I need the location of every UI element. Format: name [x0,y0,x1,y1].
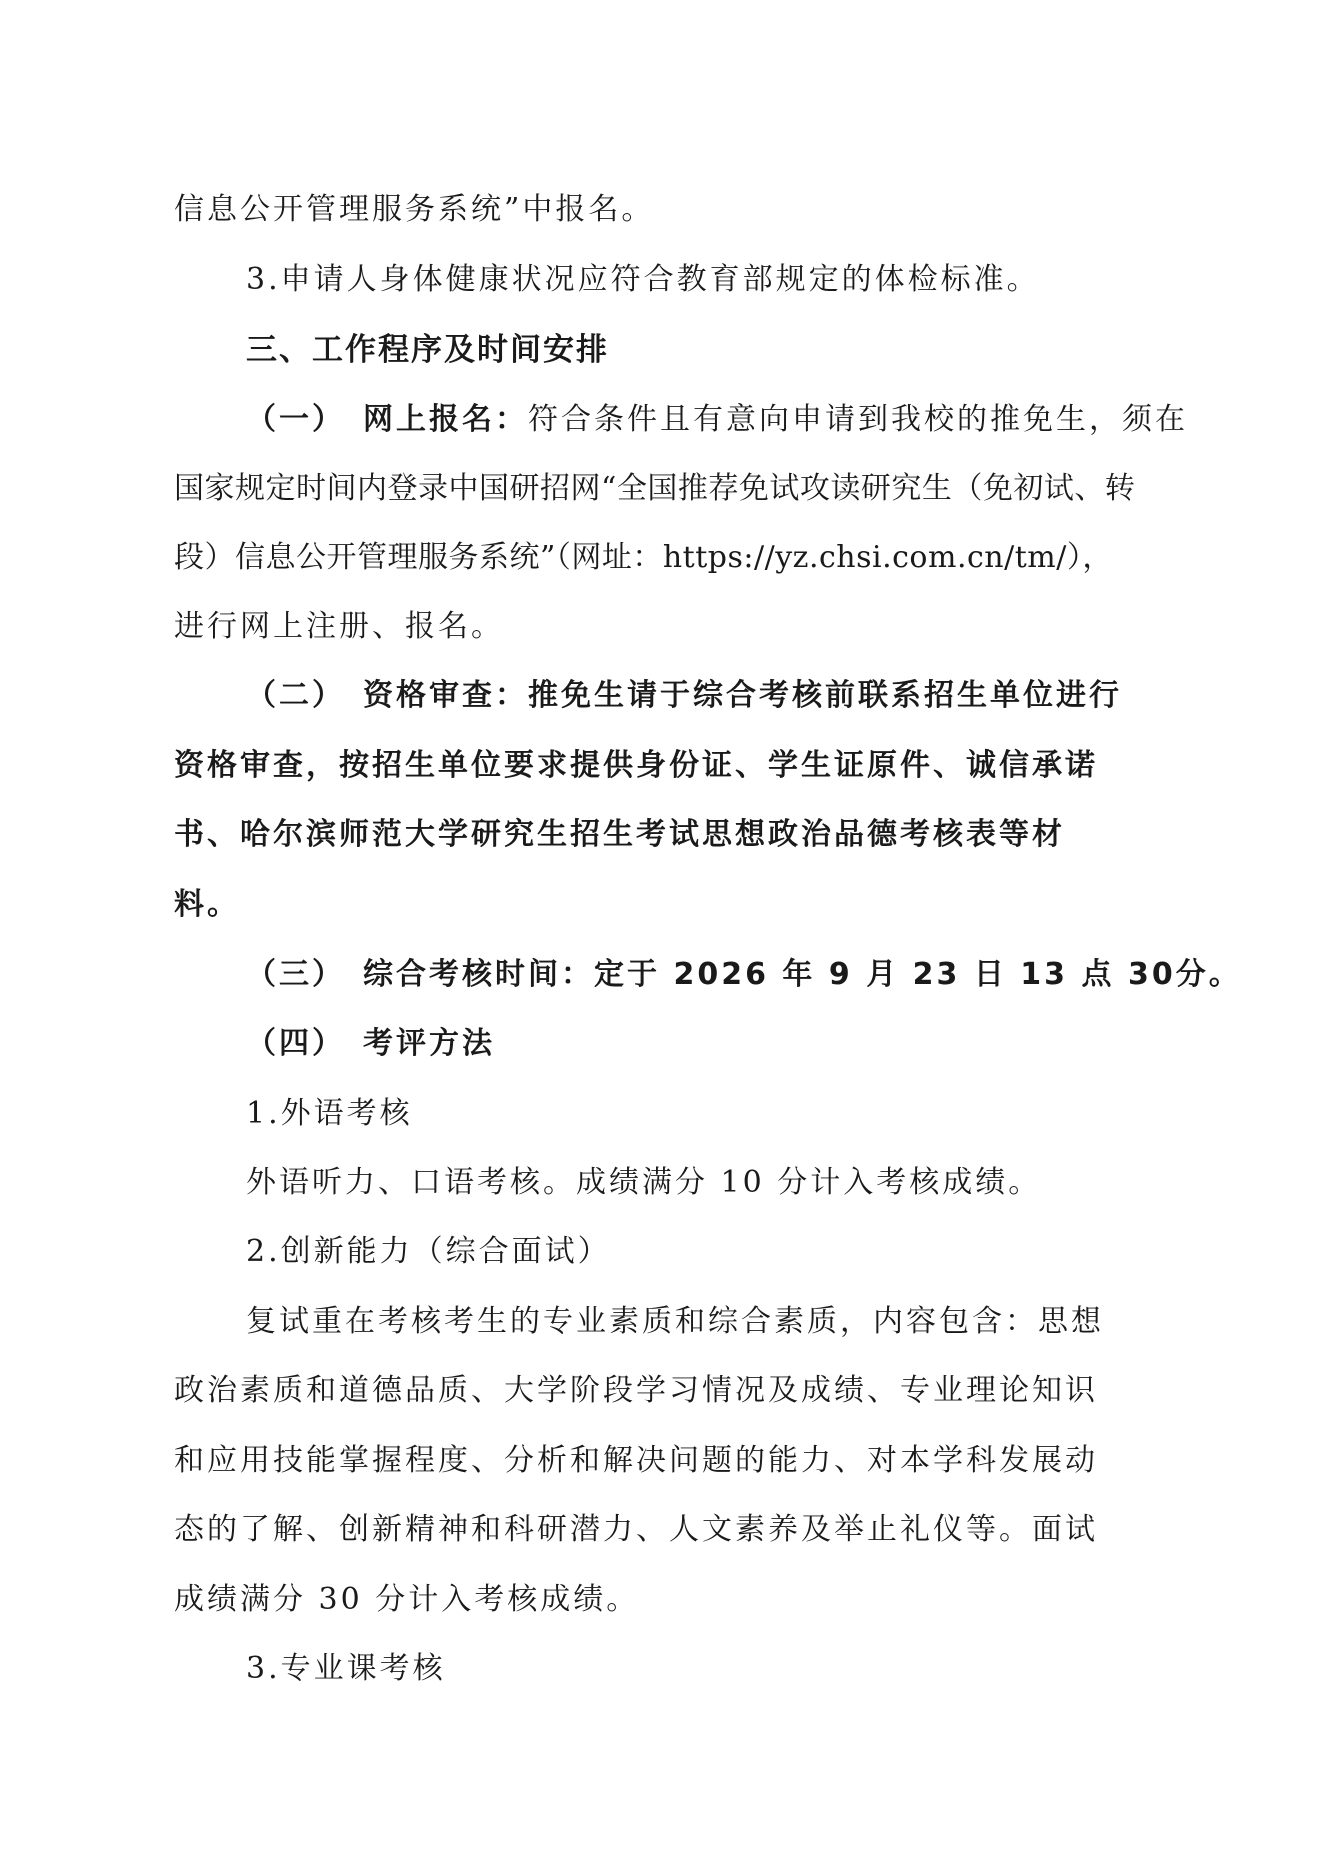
paragraph-requirement-3: 3.申请人身体健康状况应符合教育部规定的体检标准。 [246,262,1040,297]
item-innovation-body-line2: 政治素质和道德品质、大学阶段学习情况及成绩、专业理论知识 [174,1373,1098,1408]
step-online-registration-label: （一） 网上报名： [246,402,528,437]
assessment-month-unit: 月 [866,957,900,992]
assessment-month: 9 [828,957,853,992]
step-qualification-review-line1: （二） 资格审查：推免生请于综合考核前联系招生单位进行 [246,678,1122,713]
assessment-minute-unit: 分。 [1175,957,1242,992]
step-online-registration-text: 符合条件且有意向申请到我校的推免生，须在 [528,402,1188,437]
step-online-registration-line1 [246,400,1188,440]
item-professional-course-title: 3.专业课考核 [246,1651,446,1686]
step-evaluation-method: （四） 考评方法 [246,1026,495,1061]
assessment-minute: 30 [1127,957,1176,992]
assessment-day: 23 [912,957,961,992]
item-innovation-body-line3: 和应用技能掌握程度、分析和解决问题的能力、对本学科发展动 [174,1443,1098,1478]
step-qualification-review-line3: 书、哈尔滨师范大学研究生招生考试思想政治品德考核表等材 [174,817,1065,852]
assessment-hour-unit: 点 [1081,957,1115,992]
item-foreign-language-body: 外语听力、口语考核。成绩满分 10 分计入考核成绩。 [246,1165,1042,1200]
item-foreign-language-title: 1.外语考核 [246,1096,413,1131]
item-innovation-body-line1: 复试重在考核考生的专业素质和综合素质，内容包含：思想 [246,1304,1104,1339]
step-online-registration-line3: 段）信息公开管理服务系统”（网址：https://yz.chsi.com.cn/tm/）， [174,540,1113,575]
paragraph-requirement-2-tail: 信息公开管理服务系统”中报名。 [174,192,655,227]
step-assessment-time [246,955,1242,995]
step-online-registration-line2: 国家规定时间内登录中国研招网“全国推荐免试攻读研究生（免初试、转 [174,471,1136,506]
section-heading-procedure: 三、工作程序及时间安排 [246,332,609,368]
item-innovation-body-line5: 成绩满分 30 分计入考核成绩。 [174,1582,640,1617]
assessment-day-unit: 日 [973,957,1007,992]
step-online-registration-line4: 进行网上注册、报名。 [174,609,504,644]
assessment-year-unit: 年 [782,957,816,992]
item-innovation-body-line4: 态的了解、创新精神和科研潜力、人文素养及举止礼仪等。面试 [174,1512,1098,1547]
item-innovation-title: 2.创新能力（综合面试） [246,1234,611,1269]
assessment-hour: 13 [1020,957,1069,992]
step-assessment-time-label: （三） 综合考核时间：定于 [246,957,660,992]
step-qualification-review-line4: 料。 [174,887,240,922]
assessment-year: 2026 [673,957,769,992]
step-qualification-review-line2: 资格审查，按招生单位要求提供身份证、学生证原件、诚信承诺 [174,748,1098,783]
